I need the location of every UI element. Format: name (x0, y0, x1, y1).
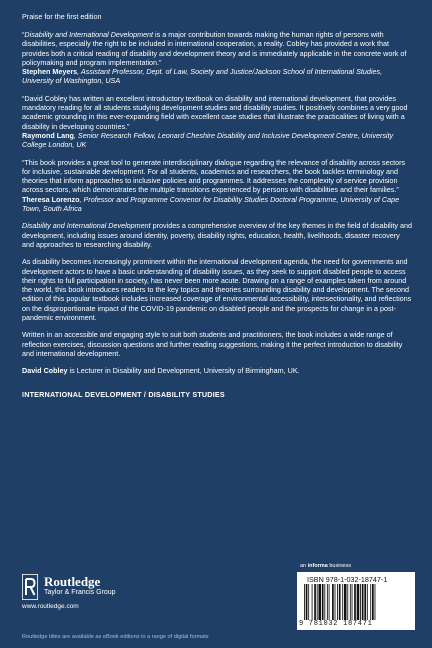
blurb-paragraph-3: Written in an accessible and engaging style to suit both students and practitioners, the book includes a wide range of reflection exercises, discussion questions and further reading suggestions, making it the perfect introduction to disability and international development. (22, 330, 403, 358)
quote-2-role: , Senior Research Fellow, Leonard Cheshire Disability and Inclusive Development Centre, University College London, UK (22, 130, 394, 150)
quote-1-role: , Assistant Professor, Dept. of Law, Society and Justice/Jackson School of International Studies, University of Washington, USA (22, 67, 383, 86)
ebook-footer: Routledge titles are available as eBook editions in a range of digital formats (22, 634, 209, 640)
quote-1-open: “ (22, 30, 25, 39)
blurb-paragraph-1 (22, 221, 412, 249)
quote-3-text: “This book provides a great tool to generate interdisciplinary dialogue regarding the relevance of disability across sectors for inclusive, sustainable development. For all students, academics and researchers, the book tackles terminology and theories that inform approaches to inclusive policies and programmes. It addresses the complexity of service provision across sectors, which demonstrates the multiple transitions experienced by persons with disabilities and their families.” (22, 157, 406, 195)
quote-3-name: Theresa Lorenzo (22, 194, 80, 204)
publisher-logo (22, 572, 242, 614)
quote-2 (22, 94, 412, 150)
blurb-paragraph-1-text: provides a comprehensive overview of the key themes in the field of disability and development, including issues around identity, poverty, disability rights, education, health, livelihoods, disaster recovery and approaches to researching disability. (22, 221, 412, 249)
routledge-logo-icon (22, 574, 38, 600)
quote-3-role: , Professor and Programme Convenor for Disability Studies Doctoral Programme, University of Cape Town, South Africa (22, 194, 400, 214)
informa-prefix: an (300, 563, 308, 569)
quote-1-body: is a major contribution towards making the human rights of persons with disabilities, especially the right to be included in international cooperation, a reality. Cobley has provided a work that provides both a critical reading of disability and development theory and is immediately applicable in the concrete work of policymaking and program implementation.” (22, 30, 407, 67)
quote-2-name: Raymond Lang (22, 130, 74, 140)
informa-tagline (300, 563, 351, 569)
barcode-icon (303, 584, 409, 620)
quote-1-book-title: Disability and International Development (24, 30, 154, 39)
author-bio (22, 366, 412, 375)
quote-1-attribution (22, 67, 412, 86)
blurb-book-title: Disability and International Development (22, 221, 151, 231)
subject-category: INTERNATIONAL DEVELOPMENT / DISABILITY STUDIES (22, 389, 225, 399)
informa-brand: informa (307, 563, 328, 569)
blurb-paragraph-2: As disability becomes increasingly prominent within the international development agenda, the need for governments and development actors to have a basic understanding of disability issues, as they seek to support disabled people to access their rights to full participation in society, has never been more acute. Drawing on a range of examples taken from around the world, this book introduces readers to the key topics and theories surrounding disability and development. The second edition of this popular textbook includes increased coverage of environmental accessibility, intersectionality, and reflections on the disproportionate impact of the COVID-19 pandemic on disabled people and the prospects for change in a post-pandemic environment. (22, 257, 412, 323)
informa-suffix: business (327, 563, 352, 569)
barcode-area (297, 563, 415, 648)
quote-3 (22, 158, 412, 214)
quote-2-attribution (22, 131, 412, 150)
isbn: ISBN 978-1-032-18747-1 (307, 575, 388, 584)
publisher-url: www.routledge.com (22, 603, 79, 610)
quote-1-name: Stephen Meyers (22, 67, 78, 77)
cover-content (22, 12, 412, 399)
barcode-box (297, 572, 415, 630)
blurb (22, 221, 412, 358)
quote-1-text (22, 30, 412, 67)
publisher-name: Routledge (44, 574, 101, 589)
quote-1 (22, 30, 412, 86)
author-name: David Cobley (22, 366, 68, 376)
quote-2-text: “David Cobley has written an excellent introductory textbook on disability and international development, that provides mandatory reading for all students studying development studies and disability studies. It positively combines a very good academic grounding in this ever-expanding field with excellent case studies that illustrate the practicalities of living with a disability in developing countries.” (22, 93, 408, 131)
praise-heading: Praise for the first edition (22, 12, 102, 21)
author-bio-text: is Lecturer in Disability and Development, University of Birmingham, UK. (67, 366, 300, 376)
quote-3-attribution (22, 195, 412, 214)
publisher-group: Taylor & Francis Group (44, 589, 116, 596)
barcode-number: 9 781032 187471 (299, 620, 373, 628)
